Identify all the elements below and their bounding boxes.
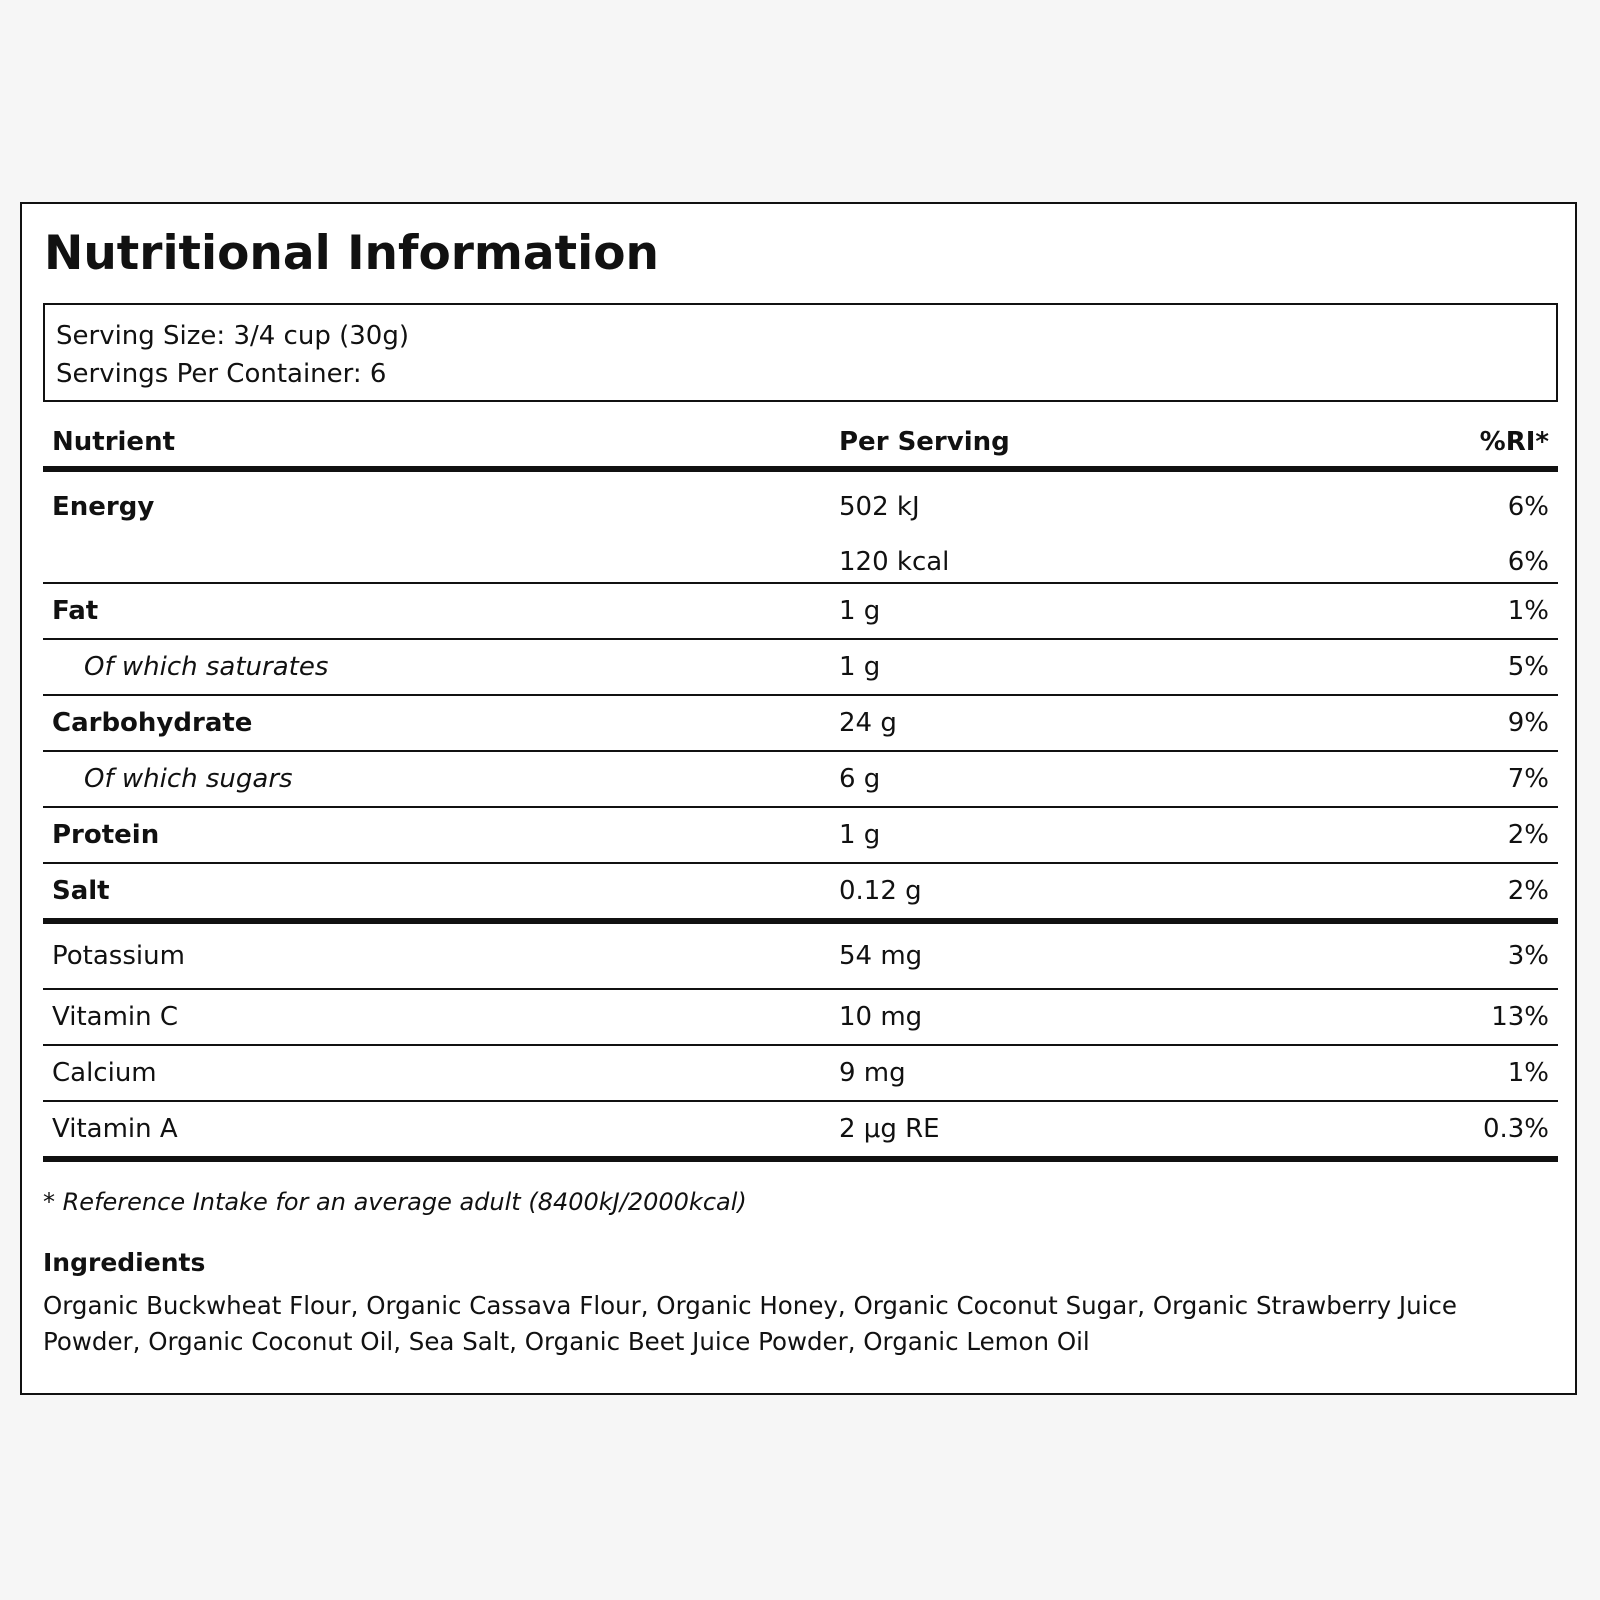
nutrient-name: Potassium	[43, 921, 830, 989]
table-row-energy-kj	[43, 469, 1558, 542]
ingredients-list: Organic Buckwheat Flour, Organic Cassava Flour, Organic Honey, Organic Coconut Sugar, Organic Strawberry Juice Powder, Organic Coconut Oil, Sea Salt, Organic Beet Juice Powder, Organic Lemon Oil	[43, 1291, 1457, 1356]
nutrient-value: 120 kcal	[830, 542, 1344, 583]
nutrition-label	[20, 202, 1577, 1395]
nutrient-name: Of which saturates	[43, 639, 830, 695]
nutrient-ri: 0.3%	[1344, 1101, 1558, 1159]
ingredients-heading: Ingredients	[43, 1248, 206, 1277]
nutrient-value: 1 g	[830, 807, 1344, 863]
serving-info-box	[43, 303, 1558, 402]
table-row-protein	[43, 807, 1558, 863]
table-row-fat	[43, 583, 1558, 639]
nutrient-name	[43, 542, 830, 583]
nutrient-ri: 2%	[1344, 863, 1558, 921]
nutrient-name: Carbohydrate	[43, 695, 830, 751]
nutrient-value: 502 kJ	[839, 492, 920, 522]
table-row-saturates	[43, 639, 1558, 695]
nutrition-table	[43, 418, 1558, 1162]
nutrient-name: Salt	[43, 863, 830, 921]
nutrient-ri: 1%	[1344, 1045, 1558, 1101]
serving-size: Serving Size: 3/4 cup (30g)	[56, 321, 409, 351]
nutrient-value: 24 g	[830, 695, 1344, 751]
nutrient-name: Vitamin C	[43, 989, 830, 1045]
nutrient-value: 0.12 g	[830, 863, 1344, 921]
table-row-vitamin-a	[43, 1101, 1558, 1159]
nutrient-ri: 6%	[1507, 492, 1549, 522]
nutrient-name: Fat	[43, 583, 830, 639]
nutrient-ri: 2%	[1344, 807, 1558, 863]
table-row-energy-kcal	[43, 542, 1558, 583]
nutrient-ri: 5%	[1344, 639, 1558, 695]
table-header-row	[43, 418, 1558, 469]
nutrient-value: 9 mg	[830, 1045, 1344, 1101]
table-row-carbohydrate	[43, 695, 1558, 751]
nutrient-value: 54 mg	[830, 921, 1344, 989]
label-title: Nutritional Information	[44, 226, 659, 281]
table-row-vitamin-c	[43, 989, 1558, 1045]
table-row-potassium	[43, 921, 1558, 989]
table-row-salt	[43, 863, 1558, 921]
nutrient-ri: 13%	[1344, 989, 1558, 1045]
nutrient-ri: 7%	[1344, 751, 1558, 807]
nutrient-name: Protein	[43, 807, 830, 863]
header-nutrient: Nutrient	[43, 418, 830, 469]
nutrient-value: 2 μg RE	[830, 1101, 1344, 1159]
header-ri: %RI*	[1344, 418, 1558, 469]
nutrient-value: 6 g	[830, 751, 1344, 807]
servings-per-container: Servings Per Container: 6	[56, 359, 387, 389]
reference-intake-footnote: * Reference Intake for an average adult (8400kJ/2000kcal)	[43, 1188, 747, 1216]
nutrient-ri: 6%	[1344, 542, 1558, 583]
nutrient-name: Of which sugars	[43, 751, 830, 807]
nutrient-name: Vitamin A	[43, 1101, 830, 1159]
nutrient-value: 10 mg	[830, 989, 1344, 1045]
nutrient-ri: 9%	[1344, 695, 1558, 751]
nutrient-value: 1 g	[830, 639, 1344, 695]
nutrient-name: Energy	[52, 492, 155, 522]
nutrient-value: 1 g	[830, 583, 1344, 639]
header-per-serving: Per Serving	[830, 418, 1344, 469]
nutrient-ri: 3%	[1344, 921, 1558, 989]
table-row-calcium	[43, 1045, 1558, 1101]
nutrient-name: Calcium	[43, 1045, 830, 1101]
nutrient-ri: 1%	[1344, 583, 1558, 639]
table-row-sugars	[43, 751, 1558, 807]
